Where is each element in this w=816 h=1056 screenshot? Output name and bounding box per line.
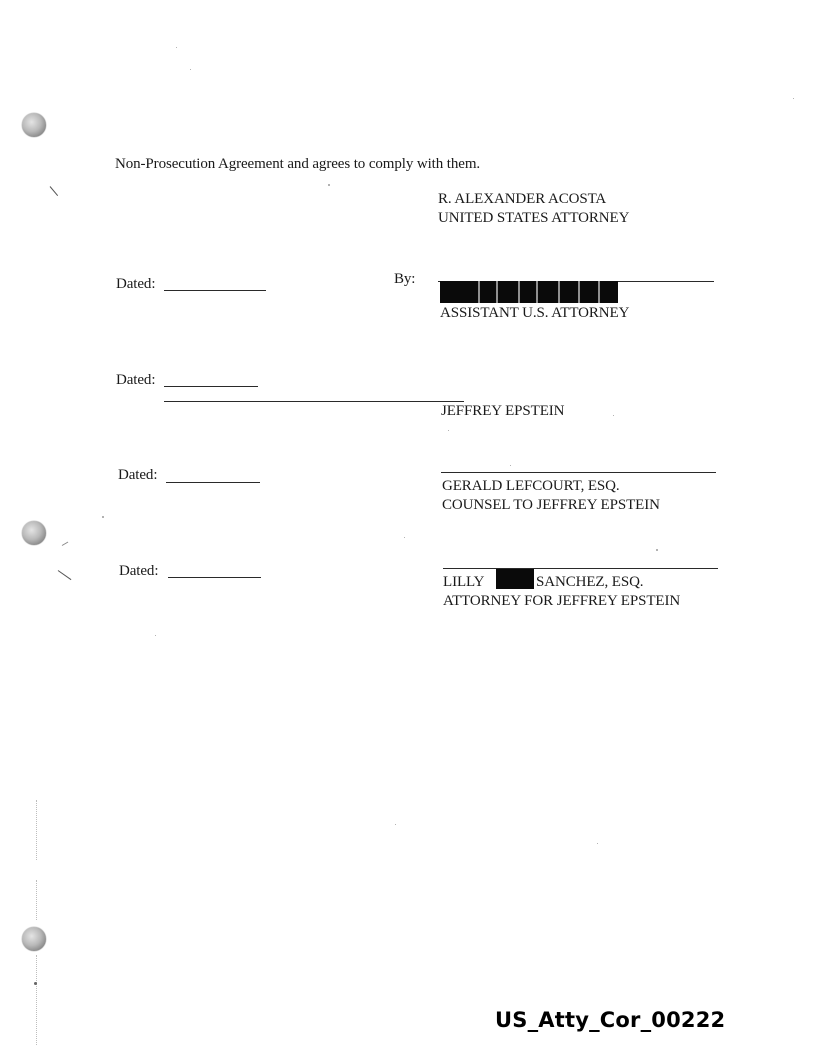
signature-line — [441, 472, 716, 473]
signature-line — [443, 568, 718, 569]
date-line — [164, 386, 258, 387]
scan-speck — [656, 549, 658, 551]
scan-speck — [34, 982, 37, 985]
dated-label: Dated: — [119, 563, 159, 579]
scan-scratch — [50, 186, 58, 196]
redaction-bar — [496, 569, 534, 589]
punch-hole-top — [22, 113, 46, 137]
scan-edge-dots — [36, 800, 38, 860]
us-attorney-name: R. ALEXANDER ACOSTA — [438, 191, 607, 207]
scan-speck — [404, 537, 405, 538]
dated-label: Dated: — [116, 372, 156, 388]
signer-name: GERALD LEFCOURT, ESQ. — [442, 478, 620, 494]
signer-name-first: LILLY — [443, 574, 485, 590]
assistant-us-attorney-title: ASSISTANT U.S. ATTORNEY — [440, 305, 630, 321]
dated-label: Dated: — [118, 467, 158, 483]
us-attorney-title: UNITED STATES ATTORNEY — [438, 210, 630, 226]
signer-title: ATTORNEY FOR JEFFREY EPSTEIN — [443, 593, 681, 609]
scan-speck — [155, 635, 156, 636]
scan-speck — [190, 69, 191, 70]
date-line — [164, 290, 266, 291]
scan-speck — [395, 824, 396, 825]
scan-edge-dots — [36, 880, 38, 920]
intro-sentence: Non-Prosecution Agreement and agrees to comply with them. — [115, 156, 481, 172]
scan-speck — [328, 184, 330, 186]
signature-line — [164, 401, 464, 402]
signer-title: COUNSEL TO JEFFREY EPSTEIN — [442, 497, 660, 513]
by-label: By: — [394, 271, 416, 287]
punch-hole-middle — [22, 521, 46, 545]
bates-number: US_Atty_Cor_00222 — [495, 1008, 726, 1032]
scan-scratch — [58, 570, 72, 580]
punch-hole-bottom — [22, 927, 46, 951]
signer-name-last: SANCHEZ, ESQ. — [536, 574, 644, 590]
scan-speck — [102, 516, 104, 518]
scan-speck — [613, 415, 614, 416]
redaction-bar — [440, 281, 618, 303]
scan-speck — [597, 843, 598, 844]
scan-speck — [793, 98, 794, 99]
date-line — [166, 482, 260, 483]
scan-scratch — [62, 542, 69, 546]
signer-name: JEFFREY EPSTEIN — [441, 403, 565, 419]
scan-speck — [448, 430, 449, 431]
scan-speck — [510, 465, 511, 466]
date-line — [168, 577, 261, 578]
scan-edge-dots — [36, 955, 38, 1045]
scan-speck — [176, 47, 177, 48]
dated-label: Dated: — [116, 276, 156, 292]
